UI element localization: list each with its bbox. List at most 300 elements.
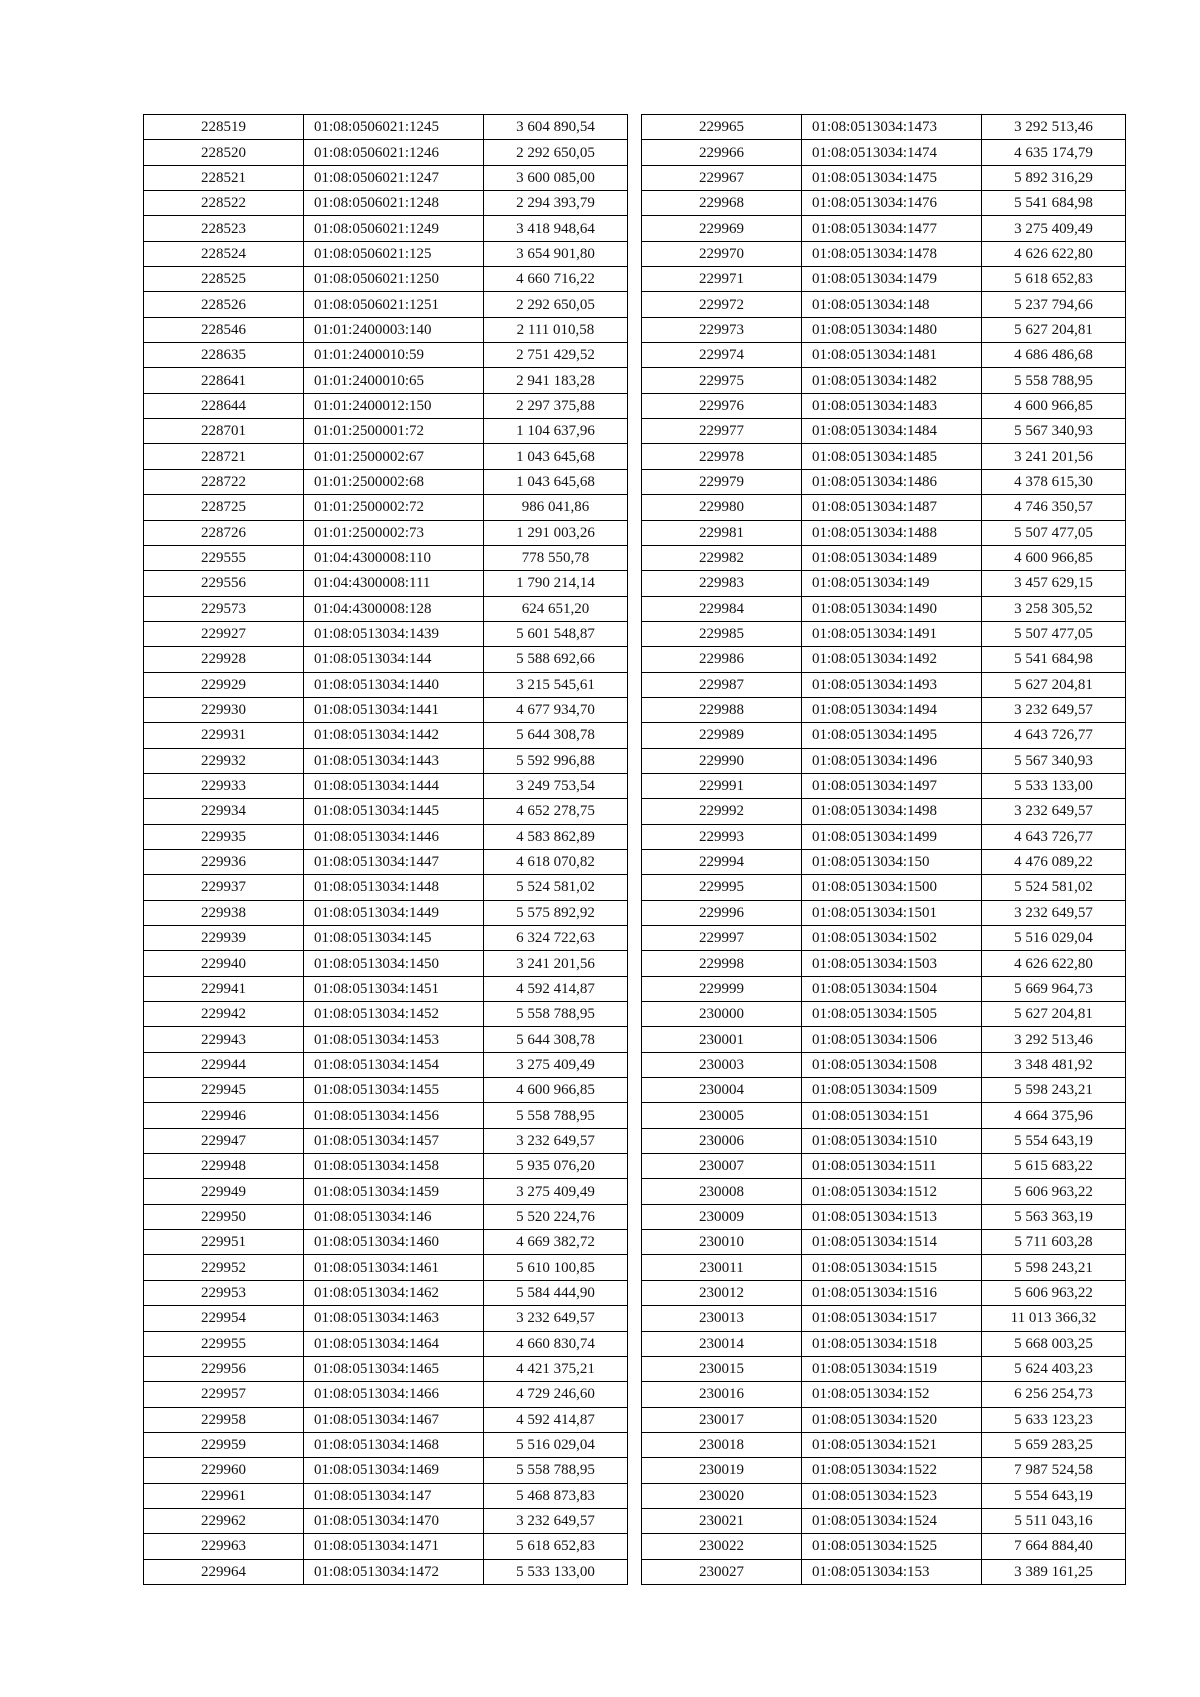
cadastral-number-cell: 01:08:0513034:149 (802, 571, 982, 596)
row-number-cell: 230008 (642, 1179, 802, 1204)
table-right-body (642, 115, 1126, 1585)
cadastral-number-cell: 01:08:0513034:1514 (802, 1230, 982, 1255)
cadastral-number-cell: 01:08:0513034:1513 (802, 1204, 982, 1229)
table-row (642, 900, 1126, 925)
row-number-cell: 229948 (144, 1154, 304, 1179)
table-row (144, 723, 628, 748)
table-row (144, 165, 628, 190)
value-cell: 5 669 964,73 (982, 976, 1126, 1001)
cadastral-number-cell: 01:08:0513034:148 (802, 292, 982, 317)
row-number-cell: 230003 (642, 1052, 802, 1077)
table-row (144, 951, 628, 976)
value-cell: 7 987 524,58 (982, 1458, 1126, 1483)
table-row (642, 1052, 1126, 1077)
value-cell: 2 941 183,28 (484, 368, 628, 393)
cadastral-number-cell: 01:08:0513034:1481 (802, 343, 982, 368)
table-row (144, 1356, 628, 1381)
table-row (144, 1230, 628, 1255)
value-cell: 3 292 513,46 (982, 115, 1126, 140)
table-row (144, 596, 628, 621)
cadastral-number-cell: 01:08:0513034:1466 (304, 1382, 484, 1407)
cadastral-number-cell: 01:01:2500002:67 (304, 444, 484, 469)
row-number-cell: 229981 (642, 520, 802, 545)
cadastral-number-cell: 01:08:0513034:1449 (304, 900, 484, 925)
table-row (144, 773, 628, 798)
value-cell: 5 606 963,22 (982, 1179, 1126, 1204)
table-row (642, 875, 1126, 900)
row-number-cell: 230005 (642, 1103, 802, 1128)
table-row (144, 545, 628, 570)
value-cell: 3 232 649,57 (484, 1306, 628, 1331)
cadastral-number-cell: 01:08:0513034:1444 (304, 773, 484, 798)
cadastral-number-cell: 01:08:0513034:1478 (802, 241, 982, 266)
cadastral-number-cell: 01:08:0506021:1247 (304, 165, 484, 190)
table-row (642, 545, 1126, 570)
cadastral-number-cell: 01:08:0513034:1482 (802, 368, 982, 393)
cadastral-number-cell: 01:08:0513034:1517 (802, 1306, 982, 1331)
row-number-cell: 229935 (144, 824, 304, 849)
table-row (144, 1027, 628, 1052)
value-cell: 3 232 649,57 (982, 697, 1126, 722)
table-row (642, 191, 1126, 216)
row-number-cell: 229966 (642, 140, 802, 165)
value-cell: 5 633 123,23 (982, 1407, 1126, 1432)
value-cell: 6 256 254,73 (982, 1382, 1126, 1407)
value-cell: 5 598 243,21 (982, 1078, 1126, 1103)
cadastral-number-cell: 01:08:0513034:1464 (304, 1331, 484, 1356)
cadastral-number-cell: 01:08:0513034:1474 (802, 140, 982, 165)
value-cell: 3 275 409,49 (982, 216, 1126, 241)
table-row (144, 849, 628, 874)
table-row (642, 1230, 1126, 1255)
cadastral-number-cell: 01:08:0513034:1455 (304, 1078, 484, 1103)
table-row (144, 1255, 628, 1280)
cadastral-number-cell: 01:01:2500002:72 (304, 495, 484, 520)
table-row (144, 1432, 628, 1457)
row-number-cell: 230017 (642, 1407, 802, 1432)
table-row (642, 1458, 1126, 1483)
table-row (642, 1508, 1126, 1533)
cadastral-number-cell: 01:08:0513034:1502 (802, 926, 982, 951)
value-cell: 3 389 161,25 (982, 1559, 1126, 1584)
row-number-cell: 229927 (144, 621, 304, 646)
cadastral-number-cell: 01:08:0513034:1523 (802, 1483, 982, 1508)
cadastral-number-cell: 01:08:0513034:1494 (802, 697, 982, 722)
table-row (144, 241, 628, 266)
cadastral-number-cell: 01:01:2400010:65 (304, 368, 484, 393)
cadastral-number-cell: 01:08:0513034:1509 (802, 1078, 982, 1103)
table-row (642, 241, 1126, 266)
table-row (642, 343, 1126, 368)
value-cell: 2 111 010,58 (484, 317, 628, 342)
row-number-cell: 230019 (642, 1458, 802, 1483)
value-cell: 5 592 996,88 (484, 748, 628, 773)
row-number-cell: 229555 (144, 545, 304, 570)
table-row (642, 115, 1126, 140)
table-row (642, 672, 1126, 697)
table-row (642, 1483, 1126, 1508)
table-row (144, 1204, 628, 1229)
table-row (642, 1382, 1126, 1407)
cadastral-number-cell: 01:04:4300008:111 (304, 571, 484, 596)
table-row (642, 926, 1126, 951)
value-cell: 778 550,78 (484, 545, 628, 570)
value-cell: 3 275 409,49 (484, 1179, 628, 1204)
row-number-cell: 229953 (144, 1280, 304, 1305)
row-number-cell: 229972 (642, 292, 802, 317)
value-cell: 624 651,20 (484, 596, 628, 621)
value-cell: 5 618 652,83 (484, 1534, 628, 1559)
cadastral-number-cell: 01:08:0506021:1249 (304, 216, 484, 241)
value-cell: 2 297 375,88 (484, 393, 628, 418)
value-cell: 5 554 643,19 (982, 1128, 1126, 1153)
cadastral-number-cell: 01:08:0513034:1467 (304, 1407, 484, 1432)
cadastral-number-cell: 01:08:0506021:1250 (304, 267, 484, 292)
value-cell: 3 654 901,80 (484, 241, 628, 266)
row-number-cell: 229990 (642, 748, 802, 773)
cadastral-number-cell: 01:08:0513034:1486 (802, 469, 982, 494)
value-cell: 5 533 133,00 (484, 1559, 628, 1584)
row-number-cell: 228520 (144, 140, 304, 165)
row-number-cell: 228722 (144, 469, 304, 494)
cadastral-number-cell: 01:08:0513034:1463 (304, 1306, 484, 1331)
cadastral-number-cell: 01:08:0513034:1473 (802, 115, 982, 140)
value-cell: 5 563 363,19 (982, 1204, 1126, 1229)
cadastral-number-cell: 01:08:0513034:1471 (304, 1534, 484, 1559)
row-number-cell: 229944 (144, 1052, 304, 1077)
cadastral-number-cell: 01:08:0513034:144 (304, 647, 484, 672)
row-number-cell: 229957 (144, 1382, 304, 1407)
value-cell: 4 677 934,70 (484, 697, 628, 722)
cadastral-number-cell: 01:08:0513034:1522 (802, 1458, 982, 1483)
row-number-cell: 229994 (642, 849, 802, 874)
value-cell: 6 324 722,63 (484, 926, 628, 951)
value-cell: 5 601 548,87 (484, 621, 628, 646)
cadastral-number-cell: 01:08:0513034:1476 (802, 191, 982, 216)
table-row (642, 697, 1126, 722)
value-cell: 11 013 366,32 (982, 1306, 1126, 1331)
cadastral-number-cell: 01:08:0513034:1461 (304, 1255, 484, 1280)
table-row (144, 1306, 628, 1331)
table-row (642, 1534, 1126, 1559)
cadastral-number-cell: 01:08:0513034:1495 (802, 723, 982, 748)
value-cell: 4 664 375,96 (982, 1103, 1126, 1128)
row-number-cell: 229937 (144, 875, 304, 900)
row-number-cell: 230016 (642, 1382, 802, 1407)
value-cell: 5 468 873,83 (484, 1483, 628, 1508)
value-cell: 5 507 477,05 (982, 621, 1126, 646)
value-cell: 4 618 070,82 (484, 849, 628, 874)
row-number-cell: 229928 (144, 647, 304, 672)
table-row (144, 495, 628, 520)
value-cell: 5 558 788,95 (484, 1002, 628, 1027)
value-cell: 1 104 637,96 (484, 419, 628, 444)
cadastral-number-cell: 01:08:0513034:153 (802, 1559, 982, 1584)
value-cell: 5 618 652,83 (982, 267, 1126, 292)
row-number-cell: 229987 (642, 672, 802, 697)
cadastral-number-cell: 01:08:0513034:1500 (802, 875, 982, 900)
cadastral-number-cell: 01:08:0513034:1521 (802, 1432, 982, 1457)
table-row (144, 976, 628, 1001)
row-number-cell: 229951 (144, 1230, 304, 1255)
row-number-cell: 229996 (642, 900, 802, 925)
value-cell: 4 600 966,85 (982, 393, 1126, 418)
row-number-cell: 229949 (144, 1179, 304, 1204)
cadastral-number-cell: 01:08:0513034:1491 (802, 621, 982, 646)
row-number-cell: 230021 (642, 1508, 802, 1533)
cadastral-number-cell: 01:08:0513034:1465 (304, 1356, 484, 1381)
value-cell: 4 635 174,79 (982, 140, 1126, 165)
value-cell: 5 524 581,02 (484, 875, 628, 900)
row-number-cell: 229961 (144, 1483, 304, 1508)
row-number-cell: 229945 (144, 1078, 304, 1103)
value-cell: 3 232 649,57 (484, 1508, 628, 1533)
value-cell: 4 686 486,68 (982, 343, 1126, 368)
value-cell: 5 516 029,04 (982, 926, 1126, 951)
value-cell: 5 507 477,05 (982, 520, 1126, 545)
value-cell: 5 935 076,20 (484, 1154, 628, 1179)
value-cell: 4 729 246,60 (484, 1382, 628, 1407)
value-cell: 5 711 603,28 (982, 1230, 1126, 1255)
table-row (144, 267, 628, 292)
table-row (144, 469, 628, 494)
cadastral-number-cell: 01:08:0513034:1501 (802, 900, 982, 925)
value-cell: 5 659 283,25 (982, 1432, 1126, 1457)
value-cell: 5 558 788,95 (484, 1103, 628, 1128)
row-number-cell: 230010 (642, 1230, 802, 1255)
value-cell: 5 511 043,16 (982, 1508, 1126, 1533)
value-cell: 4 583 862,89 (484, 824, 628, 849)
cadastral-number-cell: 01:01:2400010:59 (304, 343, 484, 368)
row-number-cell: 229965 (642, 115, 802, 140)
table-row (144, 900, 628, 925)
row-number-cell: 230020 (642, 1483, 802, 1508)
value-cell: 4 592 414,87 (484, 976, 628, 1001)
table-row (144, 571, 628, 596)
row-number-cell: 229938 (144, 900, 304, 925)
cadastral-number-cell: 01:08:0513034:1496 (802, 748, 982, 773)
cadastral-number-cell: 01:01:2400012:150 (304, 393, 484, 418)
row-number-cell: 230011 (642, 1255, 802, 1280)
table-row (144, 1128, 628, 1153)
value-cell: 4 669 382,72 (484, 1230, 628, 1255)
cadastral-number-cell: 01:08:0513034:145 (304, 926, 484, 951)
cadastral-number-cell: 01:08:0506021:125 (304, 241, 484, 266)
value-cell: 5 588 692,66 (484, 647, 628, 672)
table-row (642, 748, 1126, 773)
cadastral-number-cell: 01:08:0513034:1516 (802, 1280, 982, 1305)
value-cell: 4 652 278,75 (484, 799, 628, 824)
cadastral-number-cell: 01:08:0513034:1484 (802, 419, 982, 444)
table-row (642, 419, 1126, 444)
cadastral-number-cell: 01:08:0513034:1518 (802, 1331, 982, 1356)
value-cell: 3 241 201,56 (484, 951, 628, 976)
cadastral-number-cell: 01:08:0513034:1505 (802, 1002, 982, 1027)
row-number-cell: 229932 (144, 748, 304, 773)
table-row (642, 1280, 1126, 1305)
row-number-cell: 230014 (642, 1331, 802, 1356)
table-left (143, 114, 628, 1585)
table-row (642, 140, 1126, 165)
table-row (144, 1103, 628, 1128)
table-row (144, 216, 628, 241)
row-number-cell: 229969 (642, 216, 802, 241)
row-number-cell: 229955 (144, 1331, 304, 1356)
row-number-cell: 229984 (642, 596, 802, 621)
cadastral-number-cell: 01:08:0513034:1511 (802, 1154, 982, 1179)
table-row (642, 267, 1126, 292)
table-row (642, 1407, 1126, 1432)
cadastral-number-cell: 01:08:0513034:1520 (802, 1407, 982, 1432)
row-number-cell: 229982 (642, 545, 802, 570)
cadastral-number-cell: 01:08:0513034:1442 (304, 723, 484, 748)
cadastral-number-cell: 01:08:0513034:1458 (304, 1154, 484, 1179)
row-number-cell: 230013 (642, 1306, 802, 1331)
value-cell: 5 627 204,81 (982, 1002, 1126, 1027)
cadastral-number-cell: 01:08:0513034:1512 (802, 1179, 982, 1204)
row-number-cell: 228526 (144, 292, 304, 317)
cadastral-number-cell: 01:08:0513034:1457 (304, 1128, 484, 1153)
cadastral-number-cell: 01:08:0506021:1251 (304, 292, 484, 317)
row-number-cell: 229954 (144, 1306, 304, 1331)
row-number-cell: 229962 (144, 1508, 304, 1533)
cadastral-number-cell: 01:08:0513034:1440 (304, 672, 484, 697)
table-row (642, 647, 1126, 672)
cadastral-number-cell: 01:08:0513034:1497 (802, 773, 982, 798)
value-cell: 2 294 393,79 (484, 191, 628, 216)
row-number-cell: 229964 (144, 1559, 304, 1584)
table-row (642, 1103, 1126, 1128)
table-row (144, 343, 628, 368)
row-number-cell: 228524 (144, 241, 304, 266)
row-number-cell: 230018 (642, 1432, 802, 1457)
row-number-cell: 229958 (144, 1407, 304, 1432)
row-number-cell: 228525 (144, 267, 304, 292)
value-cell: 5 627 204,81 (982, 317, 1126, 342)
value-cell: 3 232 649,57 (982, 900, 1126, 925)
row-number-cell: 230007 (642, 1154, 802, 1179)
cadastral-number-cell: 01:01:2500002:73 (304, 520, 484, 545)
table-row (144, 1052, 628, 1077)
table-row (642, 393, 1126, 418)
cadastral-number-cell: 01:08:0513034:1498 (802, 799, 982, 824)
row-number-cell: 229943 (144, 1027, 304, 1052)
table-row (144, 444, 628, 469)
row-number-cell: 229978 (642, 444, 802, 469)
value-cell: 3 292 513,46 (982, 1027, 1126, 1052)
table-row (642, 1204, 1126, 1229)
value-cell: 1 043 645,68 (484, 444, 628, 469)
value-cell: 5 516 029,04 (484, 1432, 628, 1457)
row-number-cell: 229930 (144, 697, 304, 722)
cadastral-number-cell: 01:08:0513034:1504 (802, 976, 982, 1001)
value-cell: 5 892 316,29 (982, 165, 1126, 190)
value-cell: 3 275 409,49 (484, 1052, 628, 1077)
value-cell: 5 584 444,90 (484, 1280, 628, 1305)
value-cell: 5 615 683,22 (982, 1154, 1126, 1179)
cadastral-number-cell: 01:08:0513034:1453 (304, 1027, 484, 1052)
row-number-cell: 229573 (144, 596, 304, 621)
row-number-cell: 229942 (144, 1002, 304, 1027)
row-number-cell: 230022 (642, 1534, 802, 1559)
row-number-cell: 228635 (144, 343, 304, 368)
row-number-cell: 230012 (642, 1280, 802, 1305)
cadastral-number-cell: 01:08:0513034:1479 (802, 267, 982, 292)
table-row (642, 368, 1126, 393)
table-row (642, 1179, 1126, 1204)
value-cell: 3 232 649,57 (982, 799, 1126, 824)
table-row (642, 495, 1126, 520)
value-cell: 5 627 204,81 (982, 672, 1126, 697)
value-cell: 4 421 375,21 (484, 1356, 628, 1381)
row-number-cell: 229970 (642, 241, 802, 266)
table-row (642, 621, 1126, 646)
row-number-cell: 229959 (144, 1432, 304, 1457)
row-number-cell: 230004 (642, 1078, 802, 1103)
cadastral-number-cell: 01:08:0513034:1462 (304, 1280, 484, 1305)
value-cell: 5 541 684,98 (982, 191, 1126, 216)
table-row (642, 571, 1126, 596)
table-row (642, 1002, 1126, 1027)
table-row (144, 115, 628, 140)
row-number-cell: 230006 (642, 1128, 802, 1153)
row-number-cell: 230015 (642, 1356, 802, 1381)
row-number-cell: 229986 (642, 647, 802, 672)
value-cell: 5 558 788,95 (484, 1458, 628, 1483)
cadastral-number-cell: 01:08:0513034:1510 (802, 1128, 982, 1153)
row-number-cell: 229939 (144, 926, 304, 951)
value-cell: 3 457 629,15 (982, 571, 1126, 596)
row-number-cell: 229991 (642, 773, 802, 798)
row-number-cell: 228701 (144, 419, 304, 444)
value-cell: 4 626 622,80 (982, 951, 1126, 976)
row-number-cell: 229985 (642, 621, 802, 646)
table-row (642, 165, 1126, 190)
table-left-body (144, 115, 628, 1585)
cadastral-number-cell: 01:08:0513034:1499 (802, 824, 982, 849)
cadastral-number-cell: 01:08:0513034:1492 (802, 647, 982, 672)
value-cell: 5 533 133,00 (982, 773, 1126, 798)
value-cell: 4 600 966,85 (484, 1078, 628, 1103)
table-row (144, 697, 628, 722)
cadastral-number-cell: 01:08:0513034:1448 (304, 875, 484, 900)
row-number-cell: 229967 (642, 165, 802, 190)
table-row (642, 849, 1126, 874)
table-row (144, 419, 628, 444)
table-row (642, 1306, 1126, 1331)
cadastral-number-cell: 01:08:0513034:150 (802, 849, 982, 874)
table-row (642, 596, 1126, 621)
table-row (642, 1432, 1126, 1457)
table-row (144, 191, 628, 216)
cadastral-number-cell: 01:08:0513034:1446 (304, 824, 484, 849)
row-number-cell: 228522 (144, 191, 304, 216)
table-row (144, 672, 628, 697)
cadastral-number-cell: 01:08:0513034:1477 (802, 216, 982, 241)
value-cell: 4 746 350,57 (982, 495, 1126, 520)
row-number-cell: 229936 (144, 849, 304, 874)
row-number-cell: 229968 (642, 191, 802, 216)
value-cell: 3 215 545,61 (484, 672, 628, 697)
value-cell: 3 604 890,54 (484, 115, 628, 140)
row-number-cell: 229980 (642, 495, 802, 520)
row-number-cell: 229989 (642, 723, 802, 748)
value-cell: 5 237 794,66 (982, 292, 1126, 317)
table-row (144, 1508, 628, 1533)
cadastral-number-cell: 01:08:0513034:1459 (304, 1179, 484, 1204)
cadastral-number-cell: 01:08:0513034:1480 (802, 317, 982, 342)
row-number-cell: 228641 (144, 368, 304, 393)
